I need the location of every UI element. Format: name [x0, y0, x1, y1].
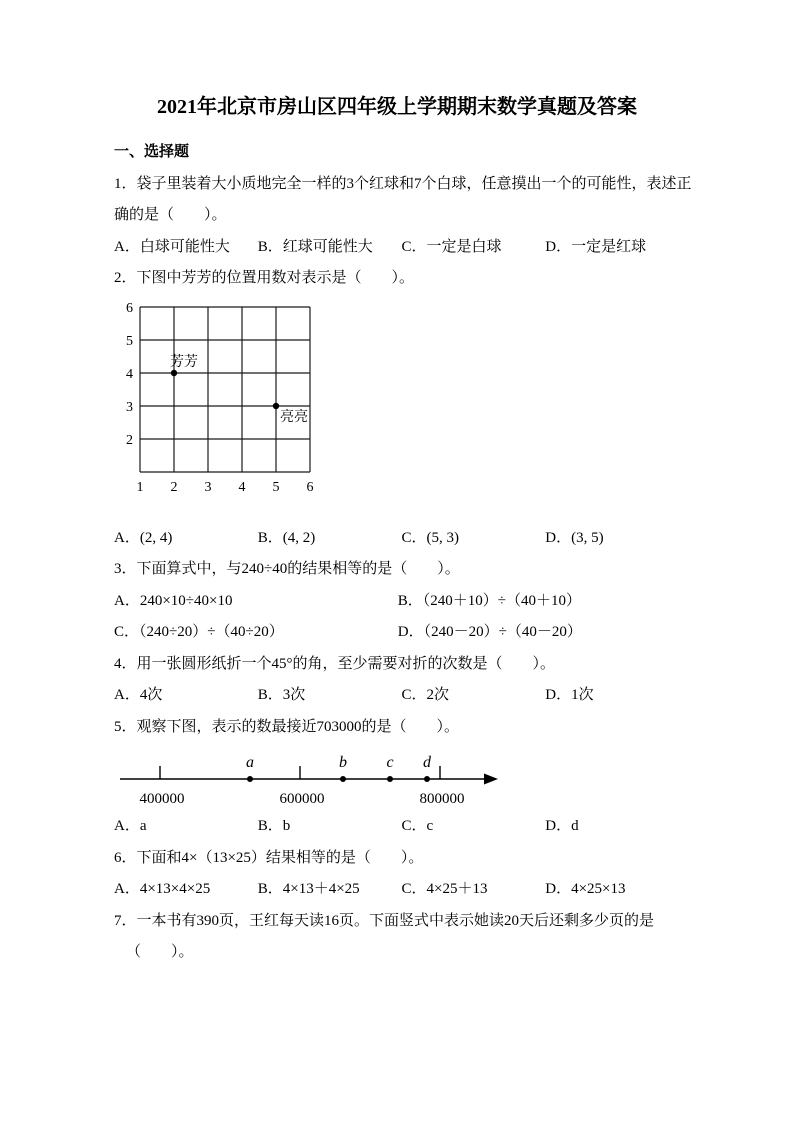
q1-option-b: B．红球可能性大: [257, 238, 373, 255]
q5-option-b: B．b: [257, 818, 291, 834]
q7-stem-line1: 7．一本书有390页，王红每天读16页。下面竖式中表示她读20天后还剩多少页的是: [114, 912, 655, 929]
point-a-label: a: [246, 754, 254, 771]
point-b-label: b: [339, 754, 347, 771]
q4-option-b: B．3次: [257, 687, 306, 703]
q1-stem-line2: 确的是（ ）。: [114, 207, 227, 223]
q6-option-c: C．4×25＋13: [401, 881, 488, 897]
numberline-arrowhead: [484, 774, 498, 785]
q6-options: [114, 874, 680, 906]
q2-coordinate-grid-figure: [114, 299, 680, 501]
q4-option-a: A．4次: [114, 687, 163, 703]
q5-numberline-figure: [114, 751, 680, 811]
q3-options-row2: [114, 617, 680, 649]
q6-stem: 6．下面和4×（13×25）结果相等的是（ ）。: [114, 849, 424, 866]
q4-option-d: D．1次: [545, 687, 594, 703]
q6-option-d: D．4×25×13: [545, 881, 626, 897]
point-fangfang-dot: [171, 369, 177, 375]
numberline-svg: [114, 751, 534, 811]
grid-x-axis-labels: [137, 480, 314, 495]
q3-option-d: D．（240－20）÷（40－20）: [397, 624, 582, 640]
q1-options: [114, 232, 680, 264]
q3-option-a: A．240×10÷40×10: [114, 592, 233, 609]
q7-stem-line2: （ ）。: [126, 944, 194, 960]
q2-options: [114, 523, 680, 555]
numberline-tick-labels: [140, 791, 465, 807]
tick-label-600000: 600000: [279, 791, 325, 807]
tick-label-800000: 800000: [419, 791, 465, 807]
numberline-point-labels: [246, 754, 432, 771]
q2-option-c: C．(5, 3): [401, 529, 459, 546]
point-c-label: c: [386, 754, 394, 771]
point-liangliang-label: 亮亮: [280, 409, 308, 425]
grid-lines: [140, 307, 310, 472]
q5-option-d: D．d: [545, 818, 579, 834]
q5-options: [114, 811, 680, 843]
q2-option-d: D．(3, 5): [545, 529, 604, 546]
q1-option-c: C．一定是白球: [401, 238, 502, 255]
section-heading: 一、选择题: [114, 144, 190, 160]
q5-option-c: C．c: [401, 818, 434, 834]
x-label-5: 5: [272, 479, 280, 495]
q2-option-a: A．(2, 4): [114, 529, 173, 546]
y-label-2: 2: [126, 432, 133, 448]
q3-option-c: C．（240÷20）÷（40÷20）: [114, 624, 284, 640]
y-label-5: 5: [126, 333, 133, 349]
y-label-4: 4: [126, 366, 133, 382]
grid-y-axis-labels: [126, 301, 133, 448]
numberline-ticks: [160, 766, 440, 779]
q5-stem: 5．观察下图，表示的数最接近703000的是（ ）。: [114, 718, 460, 735]
q6-option-b: B．4×13＋4×25: [257, 881, 360, 897]
q1-option-a: A．白球可能性大: [114, 238, 230, 255]
x-label-1: 1: [136, 479, 144, 495]
tick-label-400000: 400000: [139, 791, 185, 807]
x-label-4: 4: [238, 479, 246, 495]
doc-title: 2021年北京市房山区四年级上学期期末数学真题及答案: [157, 96, 637, 118]
point-d-label: d: [423, 754, 431, 771]
x-label-6: 6: [306, 479, 314, 495]
x-label-3: 3: [204, 479, 212, 495]
q4-stem: 4．用一张圆形纸折一个45°的角，至少需要对折的次数是（ ）。: [114, 655, 556, 672]
grid-figure-svg: [114, 299, 326, 499]
q4-option-c: C．2次: [401, 687, 450, 703]
q2-stem: 2．下图中芳芳的位置用数对表示是（ ）。: [114, 270, 415, 286]
q4-options: [114, 680, 680, 712]
q1-stem-line1: 1．袋子里装着大小质地完全一样的3个红球和7个白球，任意摸出一个的可能性，表述正: [114, 175, 692, 192]
q6-option-a: A．4×13×4×25: [114, 881, 211, 897]
q3-option-b: B．（240＋10）÷（40＋10）: [397, 592, 581, 609]
y-label-3: 3: [126, 399, 133, 415]
q3-options-row1: [114, 586, 680, 618]
point-liangliang-dot: [273, 402, 279, 408]
y-label-6: 6: [126, 300, 133, 316]
q1-option-d: D．一定是红球: [545, 238, 647, 255]
q5-option-a: A．a: [114, 818, 147, 834]
x-label-2: 2: [170, 479, 178, 495]
q2-option-b: B．(4, 2): [257, 529, 316, 546]
q3-stem: 3．下面算式中，与240÷40的结果相等的是（ ）。: [114, 561, 460, 577]
point-fangfang-label: 芳芳: [170, 354, 198, 370]
